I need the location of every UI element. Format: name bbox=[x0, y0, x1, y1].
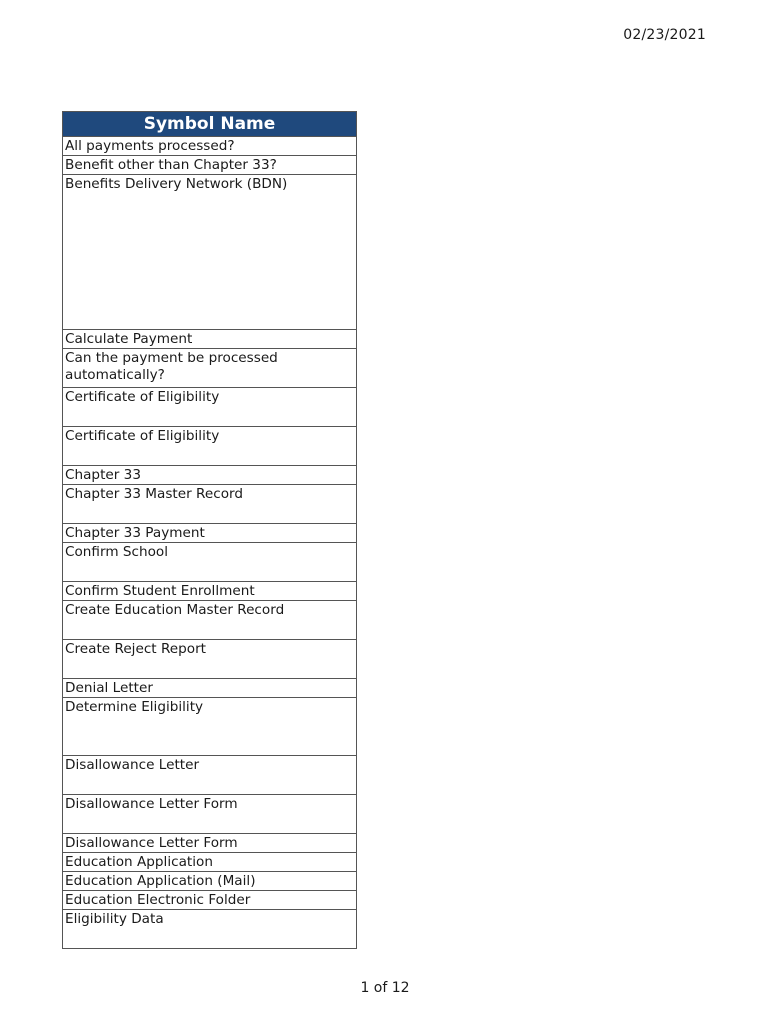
table-row bbox=[63, 640, 357, 679]
page-date: 02/23/2021 bbox=[623, 27, 706, 43]
table-cell: Confirm Student Enrollment bbox=[63, 582, 357, 601]
table-row bbox=[63, 756, 357, 795]
table-row bbox=[63, 698, 357, 756]
column-header-symbol-name: Symbol Name bbox=[63, 112, 357, 137]
table-row bbox=[63, 175, 357, 330]
table-row bbox=[63, 427, 357, 466]
table-row bbox=[63, 795, 357, 834]
table-cell: Chapter 33 Payment bbox=[63, 524, 357, 543]
table-row bbox=[63, 156, 357, 175]
table-cell: Create Reject Report bbox=[63, 640, 357, 679]
table-row bbox=[63, 466, 357, 485]
table-row bbox=[63, 388, 357, 427]
symbol-name-table bbox=[62, 111, 357, 949]
table-row bbox=[63, 349, 357, 388]
table-row bbox=[63, 524, 357, 543]
table-row bbox=[63, 137, 357, 156]
table-row bbox=[63, 330, 357, 349]
table-cell: Chapter 33 bbox=[63, 466, 357, 485]
table-cell: Education Electronic Folder bbox=[63, 891, 357, 910]
table-row bbox=[63, 601, 357, 640]
table-cell: Education Application (Mail) bbox=[63, 872, 357, 891]
table-cell: Education Application bbox=[63, 853, 357, 872]
table-row bbox=[63, 872, 357, 891]
table-cell: Certificate of Eligibility bbox=[63, 388, 357, 427]
table-cell: Calculate Payment bbox=[63, 330, 357, 349]
table-cell: Denial Letter bbox=[63, 679, 357, 698]
table-cell: Disallowance Letter Form bbox=[63, 834, 357, 853]
table-row bbox=[63, 543, 357, 582]
table-cell: All payments processed? bbox=[63, 137, 357, 156]
table-cell: Certificate of Eligibility bbox=[63, 427, 357, 466]
table-cell: Benefit other than Chapter 33? bbox=[63, 156, 357, 175]
table-row bbox=[63, 910, 357, 949]
table-cell: Create Education Master Record bbox=[63, 601, 357, 640]
table-row bbox=[63, 679, 357, 698]
table-cell: Confirm School bbox=[63, 543, 357, 582]
table-cell: Disallowance Letter Form bbox=[63, 795, 357, 834]
table-cell: Eligibility Data bbox=[63, 910, 357, 949]
table-cell: Benefits Delivery Network (BDN) bbox=[63, 175, 357, 330]
table-row bbox=[63, 582, 357, 601]
table-cell: Disallowance Letter bbox=[63, 756, 357, 795]
page-number: 1 of 12 bbox=[360, 980, 410, 996]
table-row bbox=[63, 485, 357, 524]
table-row bbox=[63, 834, 357, 853]
table-row bbox=[63, 891, 357, 910]
table-cell: Determine Eligibility bbox=[63, 698, 357, 756]
table-cell: Chapter 33 Master Record bbox=[63, 485, 357, 524]
table-row bbox=[63, 853, 357, 872]
table-cell: Can the payment be processed automatically? bbox=[63, 349, 357, 388]
table-header-row bbox=[63, 112, 357, 137]
